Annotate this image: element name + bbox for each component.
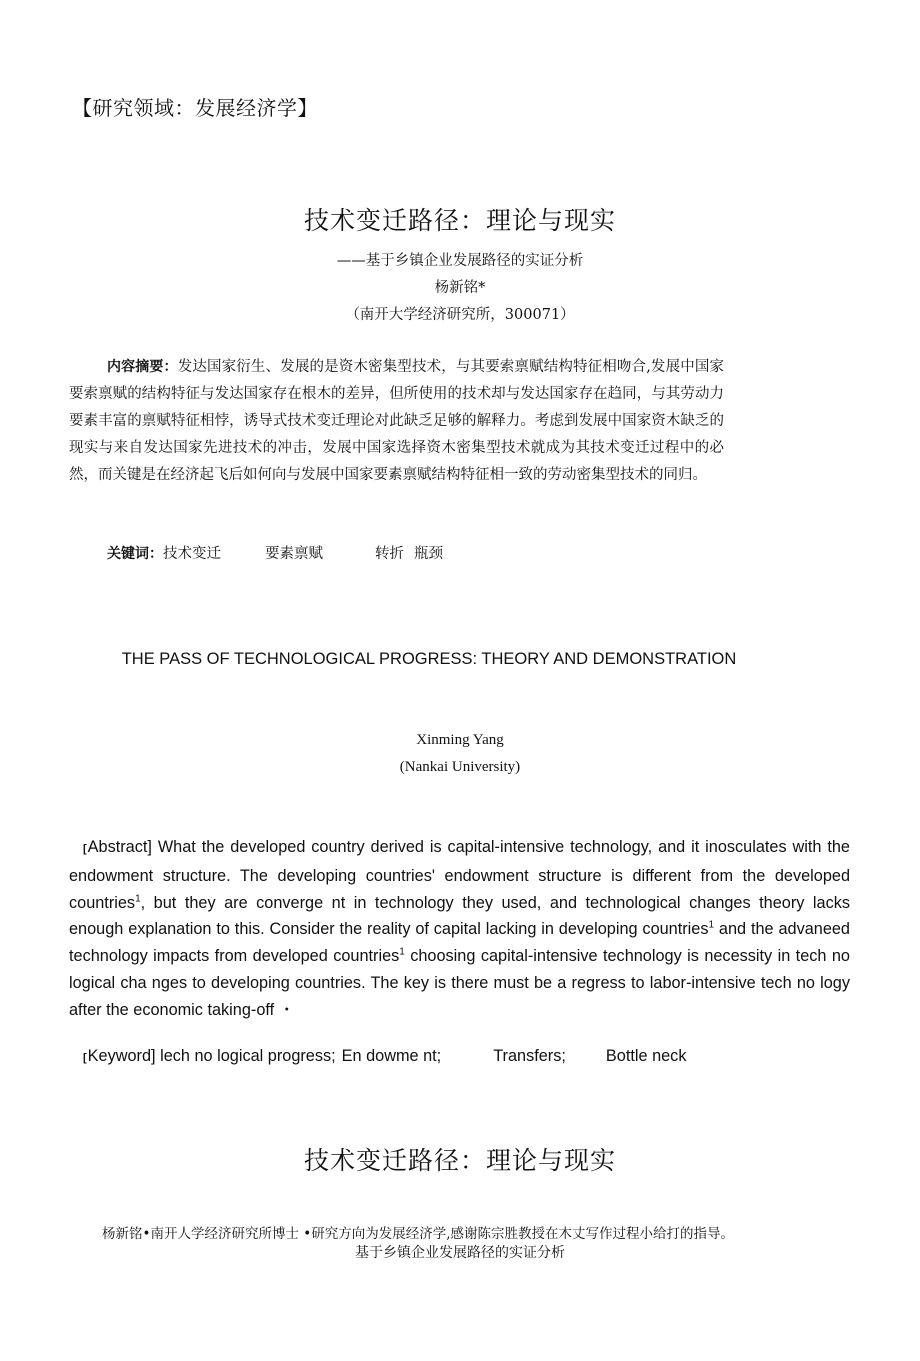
keywords-label-cn: 关键词：	[107, 546, 163, 562]
abstract-label-cn: 内容摘要：	[107, 359, 178, 375]
paper-title-en: THE PASS OF TECHNOLOGICAL PROGRESS: THEORY AND DEMONSTRATION	[121, 650, 737, 668]
author-affiliation-cn: （南开大学经济研究所，300071）	[345, 307, 575, 323]
keywords-cn	[107, 542, 443, 563]
keyword-en: En dowme nt;	[341, 1047, 442, 1065]
paper-title-cn: 技术变迁路径：理论与现实	[303, 206, 616, 235]
paper-title-cn-repeat: 技术变迁路径：理论与现实	[303, 1146, 616, 1175]
keyword-en: Bottle neck	[605, 1047, 687, 1065]
keywords-bracket: [	[83, 1052, 87, 1064]
abstract-text-en: choosing capital-intensive technology is necessity in tech no logical cha nges to developing countries. The key is there must be a regress to labor-intensive tech no logy after the economic taking-off ・	[69, 947, 850, 1019]
footnote-marker: 1	[135, 893, 141, 905]
keyword-cn: 瓶颈	[414, 546, 443, 562]
author-name-cn: 杨新铭*	[434, 280, 486, 296]
keyword-en: lech no logical progress;	[160, 1047, 336, 1065]
keyword-cn: 要素禀赋	[265, 546, 323, 562]
footnote-subtitle: 基于乡镇企业发展路径的实证分析	[355, 1245, 565, 1261]
research-field-label: 【研究领域：发展经济学】	[72, 96, 318, 120]
keywords-label-en: Keyword]	[87, 1047, 156, 1065]
abstract-en	[69, 834, 850, 1024]
abstract-text-en: , but they are converge nt in technology they used, and technological changes theory lacks enough explanation to this. Consider the reality of capital lacking in developing countries	[69, 893, 850, 939]
author-footnote: 杨新铭•南开人学经济研究所博士 •研究方向为发展经济学,感谢陈宗胜教授在木丈写作过程小给打的指导。	[101, 1226, 734, 1242]
keyword-cn: 转折	[375, 546, 404, 562]
keyword-en: Transfers;	[493, 1047, 566, 1065]
abstract-label-en: Abstract]	[87, 838, 152, 856]
footnote-marker: 1	[399, 946, 405, 958]
abstract-cn	[69, 354, 724, 489]
author-affiliation-en: (Nankai University)	[399, 759, 521, 775]
abstract-text-cn: 发达国家衍生、发展的是资木密集型技术，与其要索禀赋结构特征相吻合,发展中国家要索禀赋的结构特征与发达国家存在根木的差异，但所使用的技术却与发达国家存在趋同，与其劳动力要素丰富的禀赋特征相悖，诱导式技术变迁理论对此缺乏足够的解释力。考虑到发展中国家资木缺乏的现实与来自发达国家先进技术的冲击，发展中国家选择资木密集型技术就成为其技术变迁过程中的必然，而关键是在经济起飞后如何向与发展中国家要素禀赋结构特征相一致的劳动密集型技术的同归。	[69, 359, 724, 483]
abstract-text-en: and the advaneed technology impacts from developed countries	[69, 920, 850, 966]
author-name-en: Xinming Yang	[416, 732, 504, 748]
abstract-text-en: What the developed country derived is capital-intensive technology, and it inosculates with the endowment structure. The developing countries' endowment structure is different from the developed countries	[69, 838, 850, 912]
keywords-en	[69, 1047, 686, 1066]
keyword-cn: 技术变迁	[163, 546, 221, 562]
footnote-marker: 1	[708, 919, 715, 931]
abstract-bracket: [	[83, 843, 87, 855]
paper-subtitle-cn: ——基于乡镇企业发展路径的实证分析	[336, 253, 584, 269]
